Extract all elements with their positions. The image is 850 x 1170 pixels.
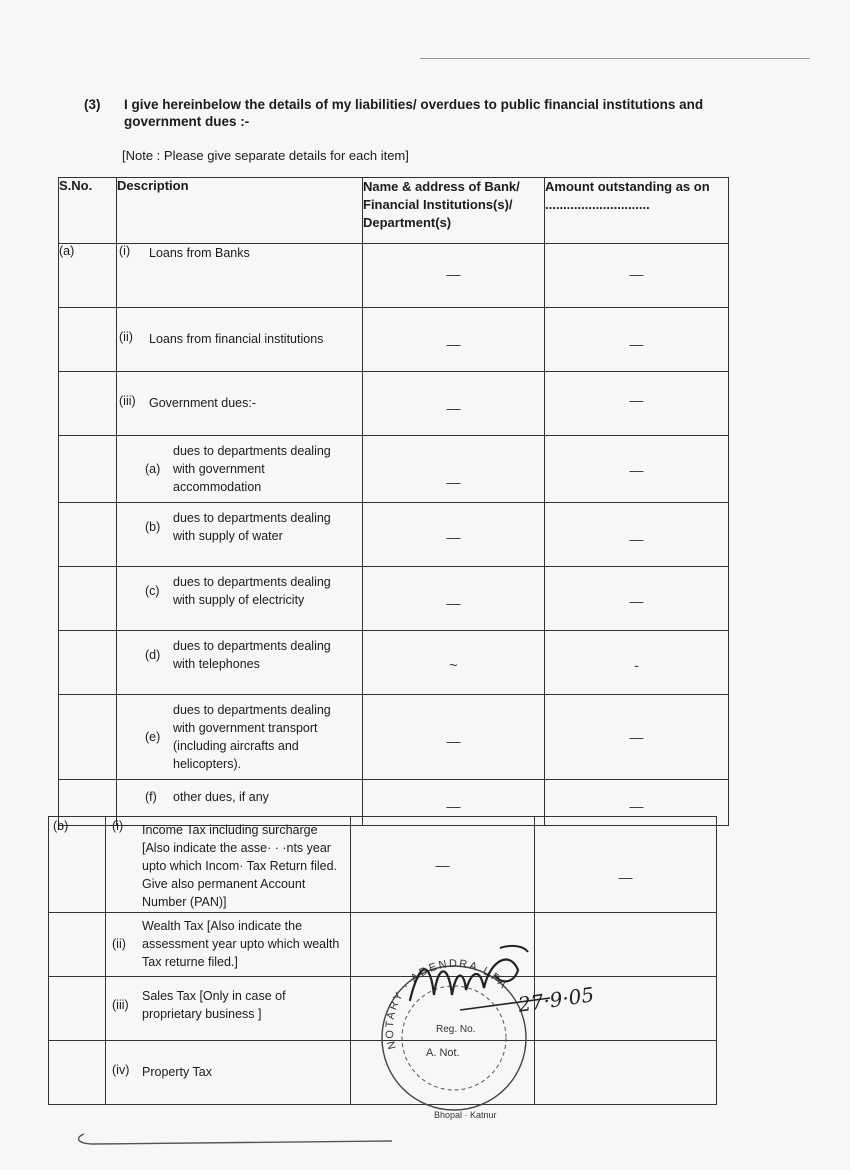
- section-heading-text: I give hereinbelow the details of my liabilities/ overdues to public financial institutions and government dues :-: [124, 97, 704, 129]
- section-number: (3): [84, 97, 101, 112]
- row-sno: [59, 567, 117, 631]
- row-description: [117, 372, 363, 436]
- row-amount-cell: [535, 1041, 717, 1105]
- row-bank-cell: [363, 308, 545, 372]
- row-amount-value: —: [629, 392, 644, 408]
- row-amount-value: —: [618, 869, 633, 885]
- row-amount-value: —: [629, 462, 644, 478]
- row-amount-value: -: [634, 657, 639, 673]
- top-rule: [420, 58, 810, 59]
- row-label: Property Tax: [142, 1065, 212, 1079]
- row-bank-value: ~: [449, 657, 458, 673]
- row-amount-value: —: [629, 593, 644, 609]
- row-sno: [59, 436, 117, 503]
- row-description: [117, 308, 363, 372]
- row-number: (ii): [112, 937, 126, 951]
- row-amount-cell: [545, 308, 729, 372]
- row-bank-value: —: [446, 474, 461, 490]
- row-amount-cell: [545, 503, 729, 567]
- row-sno: [59, 695, 117, 780]
- table-row: [59, 308, 729, 372]
- signature-date: 27·9·05: [516, 982, 596, 1017]
- row-bank-cell: [363, 372, 545, 436]
- row-sno: [59, 372, 117, 436]
- row-number: (e): [145, 730, 161, 744]
- row-sno: [49, 977, 106, 1041]
- row-description: [117, 567, 363, 631]
- row-bank-value: —: [446, 733, 461, 749]
- row-bank-cell: [363, 436, 545, 503]
- row-bank-value: —: [446, 529, 461, 545]
- row-bank-value: —: [446, 400, 461, 416]
- table-row: [59, 567, 729, 631]
- liabilities-table-a: [58, 177, 729, 826]
- row-description: [117, 503, 363, 567]
- row-label: Sales Tax [Only in case of proprietary business ]: [142, 989, 286, 1021]
- table-row: [59, 631, 729, 695]
- bottom-scribble: [74, 1132, 394, 1146]
- row-label: other dues, if any: [173, 790, 269, 804]
- row-bank-value: —: [446, 336, 461, 352]
- header-description: Description: [117, 178, 363, 244]
- table-row: [59, 503, 729, 567]
- row-bank-value: —: [446, 798, 461, 814]
- handwritten-signature: [400, 940, 640, 1030]
- row-description: [106, 1041, 351, 1105]
- row-number: (i): [119, 244, 131, 258]
- row-amount-cell: [545, 372, 729, 436]
- row-description: [117, 695, 363, 780]
- row-description: [106, 977, 351, 1041]
- row-bank-cell: [363, 695, 545, 780]
- row-number: (a): [145, 462, 161, 476]
- row-bank-cell: [363, 631, 545, 695]
- row-description: [106, 913, 351, 977]
- row-label: dues to departments dealing with supply of electricity: [173, 575, 331, 607]
- row-bank-cell: [363, 503, 545, 567]
- row-sno: [49, 1041, 106, 1105]
- row-amount-value: —: [629, 336, 644, 352]
- row-amount-value: —: [629, 729, 644, 745]
- row-number: (iii): [119, 394, 136, 408]
- row-amount-cell: [545, 436, 729, 503]
- table-row: [59, 372, 729, 436]
- stamp-ring-text: NOTARY · ADENDRA UPA: [383, 957, 511, 1051]
- row-label: Income Tax including surcharge [Also indicate the asse· · ·nts year upto which Incom· Tax Return filed. Give also permanent Account Number (PAN)]: [142, 823, 338, 909]
- row-amount-value: —: [629, 798, 644, 814]
- row-bank-cell: [363, 244, 545, 308]
- row-amount-value: —: [629, 266, 644, 282]
- table-row: [59, 436, 729, 503]
- row-description: [117, 631, 363, 695]
- row-number: (iv): [112, 1063, 130, 1077]
- row-label: dues to departments dealing with telephones: [173, 639, 331, 671]
- row-amount-cell: [545, 567, 729, 631]
- row-sno: [59, 308, 117, 372]
- row-description: [117, 436, 363, 503]
- row-amount-cell: [535, 817, 717, 913]
- note-text: [Note : Please give separate details for each item]: [122, 148, 409, 163]
- table-row: [59, 695, 729, 780]
- row-label: dues to departments dealing with supply of water: [173, 511, 331, 543]
- table-row: [49, 817, 717, 913]
- row-label: dues to departments dealing with government transport (including aircrafts and helicopters).: [173, 703, 331, 771]
- stamp-bottom-text: Bhopal · Katnur: [434, 1110, 497, 1120]
- row-amount-cell: [545, 631, 729, 695]
- row-label: Loans from Banks: [149, 246, 250, 260]
- row-description: [117, 244, 363, 308]
- row-number: (b): [145, 520, 161, 534]
- row-sno: [59, 631, 117, 695]
- row-sno: [59, 503, 117, 567]
- row-number: (i): [112, 819, 124, 833]
- row-bank-value: —: [446, 595, 461, 611]
- row-number: (f): [145, 790, 157, 804]
- row-bank-cell: [351, 817, 535, 913]
- row-bank-value: —: [435, 857, 450, 873]
- row-label: Government dues:-: [149, 396, 256, 410]
- header-amount: Amount outstanding as on .............................: [545, 178, 729, 244]
- row-bank-cell: [363, 567, 545, 631]
- row-number: (c): [145, 584, 160, 598]
- row-bank-value: —: [446, 266, 461, 282]
- row-amount-cell: [545, 695, 729, 780]
- table-header-row: [59, 178, 729, 244]
- row-number: (ii): [119, 330, 133, 344]
- row-label: dues to departments dealing with government accommodation: [173, 444, 331, 494]
- row-amount-cell: [545, 244, 729, 308]
- row-sno: [49, 913, 106, 977]
- row-sno: (b): [49, 817, 106, 913]
- row-number: (d): [145, 648, 161, 662]
- header-sno: S.No.: [59, 178, 117, 244]
- stamp-reg-text: Reg. No.: [436, 1024, 476, 1035]
- row-label: Loans from financial institutions: [149, 332, 324, 346]
- stamp-not-text: A. Not.: [426, 1047, 460, 1059]
- row-description: [106, 817, 351, 913]
- row-number: (iii): [112, 998, 129, 1012]
- row-label: Wealth Tax [Also indicate the assessment year upto which wealth Tax returne filed.]: [142, 919, 340, 969]
- header-bank: Name & address of Bank/ Financial Institutions(s)/ Department(s): [363, 178, 545, 244]
- row-amount-value: —: [629, 531, 644, 547]
- row-sno: (a): [59, 244, 117, 308]
- table-row: [59, 244, 729, 308]
